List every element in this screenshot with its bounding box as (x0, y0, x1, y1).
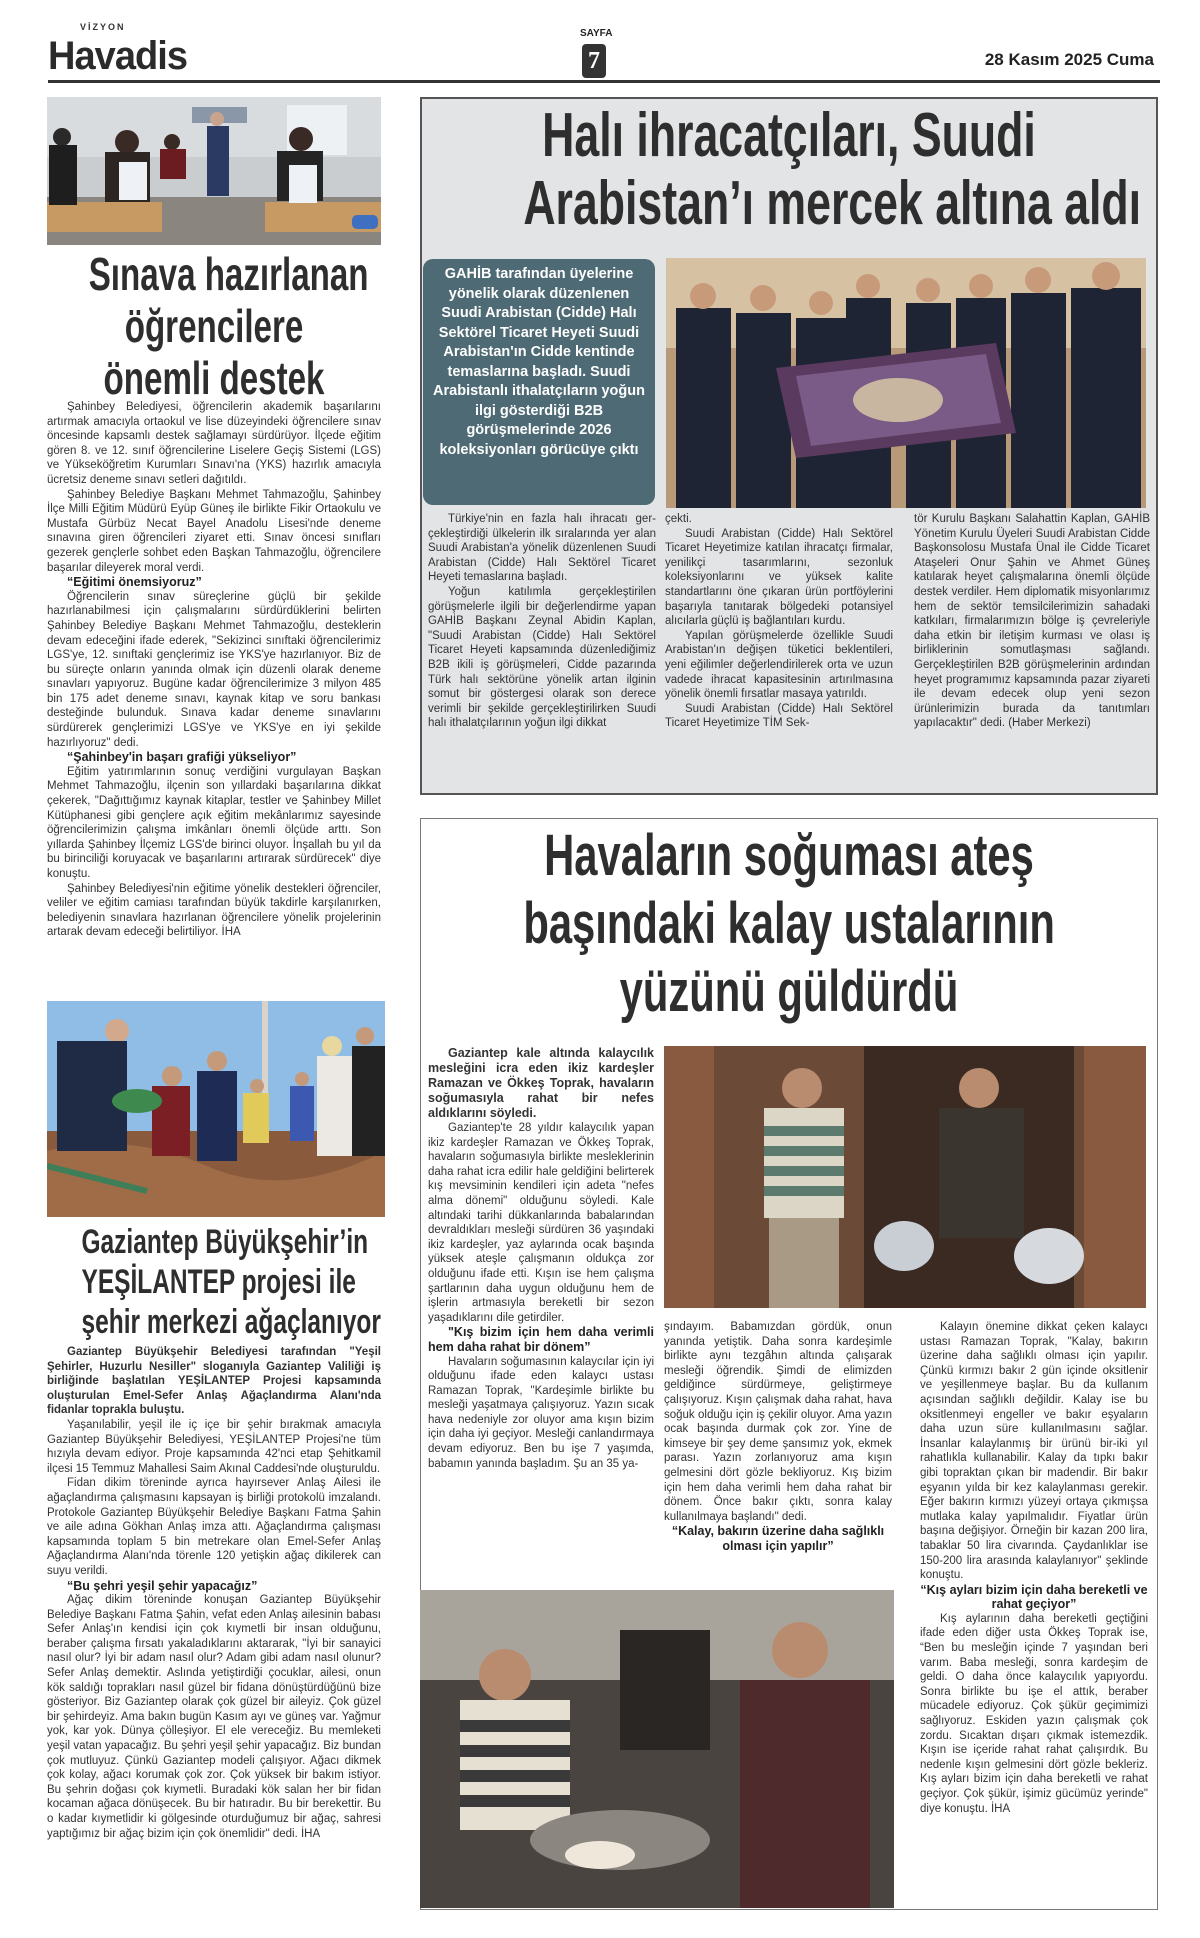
logo-subtitle: VİZYON (80, 22, 126, 32)
paragraph: Şahinbey Belediyesi, öğrencilerin akademik başarılarını artırmak amacıyla ortaokul ve lise düzeyindeki öğrencilere sınav öncesinde kapsamlı destek sağlamayı sürdürüyor. İlçede eğitim gören 8. ve 12. sınıf öğrencilerine Liselere Geçiş Sistemi (LGS) ve Yükseköğretim Kurumları Sınavı'na (YKS) hazırlık amacıyla ücretsiz deneme sınavı setleri dağıtıldı. (47, 401, 381, 486)
carpet-col-2 (665, 512, 893, 731)
paragraph: Havaların soğumasının kalaycılar için iyi olduğunu ifade eden kalaycı ustası Ramazan Toprak, "Kardeşimle birlikte bu mesleği yaşatmaya çalışıyoruz. Yazın sıcak hava nedeniyle zor oluyor ama kışın bizim için daha iyi geçiyor. Mesleği canlandırmaya devam ediyoruz. Ben bu işe 7 yaşımda, babamın yanında başladım. Şu an 35 ya- (428, 1355, 654, 1470)
exam-article-headline (40, 248, 388, 404)
carpet-col-1 (428, 512, 656, 731)
paragraph: tör Kurulu Başkanı Salahattin Kaplan, GAHİB Yönetim Kurulu Üyeleri Suudi Arabistan Cidde Başkonsolosu Mustafa Ünal ile Cidde Ticaret Ataşeleri Onur Şahin ve Ahmet Güneş katılarak heyet çalışmalarına önemli ölçüde destek verdiler. Hem diplomatik misyonlarımız hem de sektör temsilcilerimizin sahadaki katkıları, firmalarımızın bölge iş çevreleriyle daha etkin bir iletişim kurması ve olası iş birliklerinin somutlaşması sağlandı. Gerçekleştirilen B2B görüşmelerinin ardından heyet programımız kapsamında pazar ziyareti ile devam edecek olup yeni sezon ürünlerimizin burada da tanıtımları yapılacaktır" dedi. (Haber Merkezi) (914, 513, 1150, 730)
tinsmith-col-1 (428, 1046, 654, 1471)
subheading: “Kalay, bakırın üzerine daha sağlıklı olması için yapılır” (671, 1524, 885, 1553)
lead-paragraph: Gaziantep Büyükşehir Belediyesi tarafından "Yeşil Şehirler, Huzurlu Nesiller" sloganıyla Gaziantep Valiliği iş birliğinde başlatılan YEŞİLANTEP Projesi kapsamında oluşturulan Emel-Sefer Anlaş Ağaçlandırma Alanı'nda fidanlar toprakla buluştu. (47, 1346, 381, 1417)
classroom-photo (47, 97, 381, 245)
paragraph: Kalayın önemine dikkat çeken kalaycı ustası Ramazan Toprak, "Kalay, bakırın üzerine daha sağlıklı olması için yapılır. Çünkü kırmızı bakır 2 gün içinde oksitlenir ve yeşillenmeye başlar. Bu da kullanım açısından sağlıklı değildir. Kalay ise bu oksitlenmeyi engeller ve bakır eşyaların daha uzun süre kullanılmasını sağlar. İnsanlar kalaylanmış bir ürünü bir-iki yıl rahatlıkla kullanabilir. Kalay da tıpkı bakır gibi topraktan çıkan bir madendir. Bir bakır eşyanın yılda bir kez kalaylanması gerekir. Eğer bakırın kırmızı yüzeyi ortaya çıkmışsa mutlaka kalay yapılmalıdır. Fiyatlar ürün başına değişiyor. Örneğin bir kazan 200 lira, tabaklar 50 lira civarında. Çaydanlıklar ise 150-200 lira arasında kalaylanıyor" şeklinde konuştu. (920, 1321, 1148, 1582)
headline-line: başındaki kalay ustalarının (523, 891, 1055, 956)
headline-line: Havaların soğuması ateş (544, 823, 1034, 888)
paragraph: Suudi Arabistan (Cidde) Halı Sektörel Ticaret Heyetimize TİM Sek- (665, 702, 893, 730)
headline-line: yüzünü güldürdü (619, 959, 959, 1024)
headline-line: Gaziantep Büyükşehir’in (81, 1223, 369, 1261)
paragraph: Şahinbey Belediyesi'nin eğitime yönelik destekleri öğrenciler, veliler ve eğitim camiası tarafından büyük takdirle karşılanırken, belediyenin sınavlara hazırlanan öğrencilere yönelik projelerinin artarak devam edeceği belirtiliyor. İHA (47, 882, 381, 939)
headline-line: Halı ihracatçıları, Suudi (542, 101, 1036, 170)
subheading: "Kış bizim için hem daha verimli hem daha rahat bir dönem” (428, 1325, 654, 1354)
headline-line: YEŞİLANTEP projesi ile (81, 1263, 356, 1301)
paragraph: Şahinbey Belediye Başkanı Mehmet Tahmazoğlu, Şahinbey İlçe Milli Eğitim Müdürü Eyüp Güneş ile birlikte Fikir Ortaokulu ve Mustafa Gürbüz Necat Bayel Anadolu Lisesi'nde deneme sınavına giren öğrencileri ziyaret etti. Sınav öncesi sınıfları gezerek gençlerle sohbet eden Başkan Tahmazoğlu, öğrencilere başarılar dileyerek moral verdi. (47, 488, 381, 574)
subheading: “Şahinbey'in başarı grafiği yükseliyor” (67, 750, 297, 765)
tinsmith-brothers-photo (664, 1046, 1146, 1308)
paragraph: şındayım. Babamızdan gördük, onun yanında yetiştik. Daha sonra kardeşimle birlikte aynı tezgâhın altında çalışarak mesleği öğrendik. Şimdi de elimizden geldiğince sürdürmeye, geliştirmeye çalışıyoruz. Kışın çalışmak daha rahat, hava soğuk olduğu için iş çekilir oluyor. Ama yazın ocak başında durmak çok zor. Yine de kimseye bir şey deme şansımız yok, ekmek parası. Yazın zorlanıyoruz ama kışın gelmesini dört gözle bekliyoruz. Kış bizim için hem daha verimli hem daha rahat bir dönem. Önce bakır çıktı, sonra kalay kullanılmaya başlandı" dedi. (664, 1321, 892, 1523)
exam-article-body (47, 400, 381, 940)
carpet-article-headline (420, 102, 1158, 238)
tinsmith-article-headline (420, 822, 1158, 1026)
paragraph: Kış aylarının daha bereketli geçtiğini ifade eden diğer usta Ökkeş Toprak ise, “Ben bu mesleğin içinde 7 yaşından beri varım. Baba mesleği, sonra kardeşim de geldi. O daha önce kalaycılık yapıyordu. Sonra birlikte bu işe el attık, beraber mücadele ediyoruz. Çok şükür geçimimizi sağlıyoruz. Eskiden yazın çalışmak çok zordu. Sıcaktan dışarı çıkmak istemezdik. Kışın ise içeride rahat rahat çalışırdık. Bu nedenle kışın gelmesini dört gözle bekleriz. Kış ayları bizim için daha bereketli ve rahat geçiyor. Çok şükür, işimiz gücümüz yerinde" diye konuştu. İHA (920, 1612, 1148, 1815)
paragraph: Yaşanılabilir, yeşil ile iç içe bir şehir bırakmak amacıyla Gaziantep Büyükşehir Belediyesi, YEŞİLANTEP Projesi'ne tüm hızıyla devam ediyor. Proje kapsamında 42'nci etap Şehitkamil ilçesi 15 Temmuz Mahallesi Saim Akınal Caddesi'nde oluşturuldu. (47, 1418, 381, 1475)
tree-planting-photo (47, 1001, 385, 1217)
headline-line: Arabistan’ı mercek altına aldı (523, 169, 1142, 238)
subheading: “Bu şehri yeşil şehir yapacağız” (67, 1578, 258, 1593)
page-number-badge: 7 (582, 44, 606, 78)
tree-article-body (47, 1345, 381, 1841)
headline-line: öğrencilere (124, 300, 304, 352)
paragraph: Yapılan görüşmelerde özellikle Suudi Arabistan'ın değişen tüketici beklentileri, yeni eğilimler değerlendirilerek orta ve uzun vadede ihracat kapasitesinin artırılmasına yönelik önemli fırsatlar masaya yatırıldı. (665, 629, 893, 701)
page-label: SAYFA (580, 28, 613, 39)
subheading: “Kış ayları bizim için daha bereketli ve rahat geçiyor” (920, 1582, 1148, 1612)
tinsmith-workshop-photo (420, 1590, 894, 1908)
paragraph: Öğrencilerin sınav süreçlerine güçlü bir şekilde hazırlanabilmesi için çalışmalarını sürdürdüklerini belirten Şahinbey Belediye Başkanı Mehmet Tahmazoğlu, desteklerin devam edeceğini ifade ederek, "Sekizinci sınıftaki öğrencilerimiz LGS'ye, 12. sınıftaki gençlerimiz ise YKS'ye hazırlanıyor. Biz de bu süreçte onların yanında olmak için düzenli olarak deneme sınavları yapıyoruz. Bugüne kadar öğrencilerimize 3 milyon 485 bin 175 adet deneme sınavı, kaynak kitap ve soru bankası desteğinde bulunduk. Sınava kadar deneme sınavlarını sürdürerek gençlerimizi LGS'ye ve YKS'ye en iyi şekilde hazırlıyoruz" dedi. (47, 590, 381, 749)
paragraph: Ağaç dikim töreninde konuşan Gaziantep Büyükşehir Belediye Başkanı Fatma Şahin, vefat eden Anlaş ailesinin babası Sefer Anlaş'ın kendisi için çok kıymetli bir insan olduğunu, beraber çalışma fırsatı yakaladıklarını aktararak, "İyi bir sanayici nasıl olur? İyi bir adam nasıl olur? Adam gibi adam nasıl olunur? Sefer Anlaş demektir. Aslında yetiştirdiği çocuklar, ailesi, onun kök saldığı toprakları nasıl güzel bir fidana dönüştürdüğünü bize gösteriyor. Biz Gaziantep olarak çok güzel bir aileyiz. Çok güzel bir şehirdeyiz. Ama bakın bugün Kasım ayı ve güneş var. Yağmur yok, kar yok. Dünya çölleşiyor. El ele vereceğiz. Bu memleketi yeşil vatan yapacağız. Bu şehri yeşil şehir yapacağız. Biz bundan çok mutluyuz. Çünkü Gaziantep modeli çalışıyor. Ağacı dikmek çok kolay, ağacı korumak çok zor. Çok yüksek bir bakım istiyor. Bu şehrin doğası çok kıymetli. Buradaki kök salan her bir fidan kocaman ağaca dönüşecek. Bu bir hatıradır. Bu bir berekettir. Bu o kadar kıymetlidir ki gölgesinde oturduğumuz bir ağaç, sahresi yaptığımız bir ağaç bizim için çok önemlidir" dedi. İHA (47, 1594, 381, 1840)
tinsmith-col-3 (920, 1320, 1148, 1816)
paragraph: Türkiye'nin en fazla halı ihracatı ger-çekleştirdiği ülkelerin ilk sıralarında yer alan Suudi Arabistan'a yönelik düzenlenen Suudi Arabistan (Cidde) Halı Sektörel Ticaret Heyeti temaslarına başladı. (428, 513, 656, 584)
lead-paragraph: Gaziantep kale altında kalaycılık mesleğini icra eden ikiz kardeşler Ramazan ve Ökkeş Toprak, havaların soğumasıyla rahat bir nefes aldıklarını söyledi. (428, 1046, 654, 1120)
paragraph: Fidan dikim töreninde ayrıca hayırsever Anlaş Ailesi ile ağaçlandırma çalışmasını kapsayan iş birliği protokolü imzalandı. Protokole Gaziantep Büyükşehir Belediye Başkanı Fatma Şahin ve aile adına Gökhan Anlaş imza attı. Ağaçlandırma çalışması kapsamında toplam 5 bin metrekare olan Emel-Sefer Anlaş Ağaçlandırma Alanı'nda törenle 120 yetişkin ağaç dikilerek can suyu verildi. (47, 1477, 381, 1577)
headline-line: şehir merkezi ağaçlanıyor (81, 1303, 381, 1341)
carpet-col-3 (914, 512, 1150, 731)
headline-line: önemli destek (103, 352, 325, 404)
paragraph: Gaziantep'te 28 yıldır kalaycılık yapan ikiz kardeşler Ramazan ve Ökkeş Toprak, havaların soğumasıyla birlikte mesleklerinin daha rahat icra edilir hale geldiğini belirterek kış mevsiminin kendileri için adeta "nefes alma dönemi" olduğunu söyledi. Kale altındaki tarihi dükkanlarında babalarından devraldıkları mesleği sürdüren 36 yaşındaki ikiz kardeşler, yaz aylarında ocak başında yüksek ateşle çalışmanın oldukça zor olduğunu ifade etti. Kışın ise hem çalışma şartlarının daha uygun olduğunu hem de işlerin artmasıyla bereketli bir sezon yaşadıklarını dile getirdiler. (428, 1122, 654, 1324)
carpet-delegation-photo (666, 258, 1146, 508)
tinsmith-col-2 (664, 1320, 892, 1554)
masthead-divider (48, 80, 1160, 83)
paragraph: çekti. (665, 513, 692, 525)
subheading: “Eğitimi önemsiyoruz” (67, 575, 202, 590)
issue-date: 28 Kasım 2025 Cuma (984, 50, 1154, 69)
paragraph: Suudi Arabistan (Cidde) Halı Sektörel Ticaret Heyetimize katılan ihracatçı firmalar, yenilikçi tasarımlarını, sezonluk koleksiyonlarını ve yüksek kalite standartlarını öne çıkaran ürün portföylerini başarıyla tanıtarak bölgedeki potansiyel alıcılarla güçlü iş bağlantıları kurdu. (665, 527, 893, 628)
carpet-spot-box: GAHİB tarafından üyelerine yönelik olarak düzenlenen Suudi Arabistan (Cidde) Halı Sektörel Ticaret Heyeti Suudi Arabistan'ın Cidde kentinde temaslarına başladı. Suudi Arabistanlı ithalatçıların yoğun ilgi gösterdiği B2B görüşmelerinde 2026 koleksiyonları görücüye çıktı (423, 259, 655, 505)
tree-article-headline (30, 1222, 398, 1342)
paragraph: Yoğun katılımla gerçekleştirilen görüşmelerle ilgili bir değerlendirme yapan GAHİB Başkanı Zeynal Abidin Kaplan, "Suudi Arabistan (Cidde) Halı Sektörel Ticaret Heyeti kapsamında düzenlediğimiz B2B ikili iş görüşmeleri, Cidde pazarında Türk halı sektörüne yönelik artan ilginin somut bir göstergesi olarak son derece verimli bir şekilde gerçekleştirilirken Suudi halı ithalatçılarının yoğun ilgi dikkat (428, 585, 656, 730)
newspaper-logo: Havadis (48, 34, 188, 78)
paragraph: Eğitim yatırımlarının sonuç verdiğini vurgulayan Başkan Mehmet Tahmazoğlu, ilçenin son yıllardaki başarılarına dikkat çekerek, "Dağıttığımız kaynak kitaplar, testler ve Şahinbey Millet Kütüphanesi gibi gençlere açık eğitim mekânlarımız sayesinde öğrencilerimizin çalışma imkânları önemli ölçüde arttı. Son yıllarda Şahinbey İlçemiz LGS'de birinci oluyor. İnşallah bu yıl da bu birinciliği koruyacak ve başarılarını artırarak sürdürecek" diye konuştu. (47, 765, 381, 880)
headline-line: Sınava hazırlanan (88, 248, 369, 300)
